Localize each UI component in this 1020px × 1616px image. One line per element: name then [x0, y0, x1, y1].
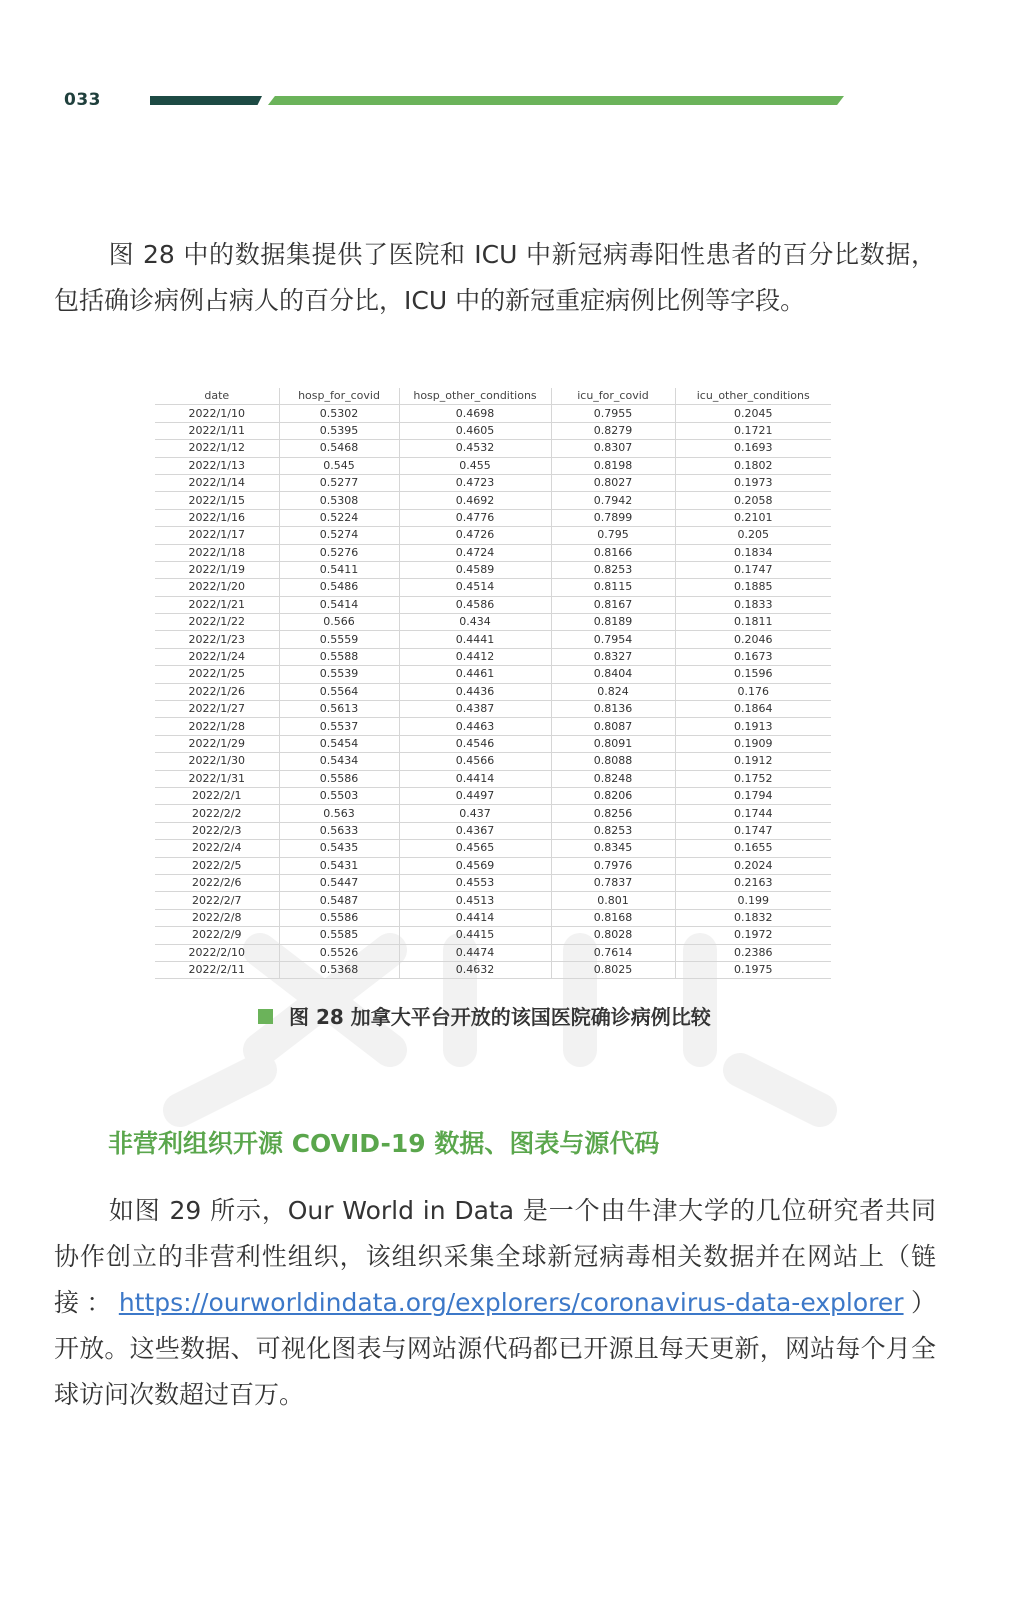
table-cell: 0.4415	[399, 927, 551, 944]
table-cell: 0.2101	[675, 509, 831, 526]
table-row	[155, 683, 831, 700]
table-cell: 0.7954	[551, 631, 675, 648]
table-cell: 0.1744	[675, 805, 831, 822]
page-number: 033	[64, 90, 101, 110]
table-row	[155, 805, 831, 822]
table-cell: 0.4514	[399, 579, 551, 596]
table-row	[155, 840, 831, 857]
table-cell: 0.1811	[675, 614, 831, 631]
table-cell: 2022/2/1	[155, 787, 279, 804]
table-cell: 0.5539	[279, 666, 399, 683]
table-cell: 0.8327	[551, 648, 675, 665]
table-cell: 0.8027	[551, 474, 675, 491]
owid-link[interactable]: https://ourworldindata.org/explorers/coronavirus-data-explorer	[118, 1288, 904, 1317]
table-cell: 0.434	[399, 614, 551, 631]
table-cell: 0.1747	[675, 561, 831, 578]
table-cell: 2022/2/6	[155, 874, 279, 891]
table-cell: 2022/1/13	[155, 457, 279, 474]
table-row	[155, 735, 831, 752]
table-cell: 0.2024	[675, 857, 831, 874]
table-row	[155, 527, 831, 544]
table-cell: 0.5537	[279, 718, 399, 735]
table-row	[155, 927, 831, 944]
table-cell: 0.7976	[551, 857, 675, 874]
table-row	[155, 718, 831, 735]
table-cell: 0.2045	[675, 405, 831, 422]
table-cell: 0.2163	[675, 874, 831, 891]
table-cell: 0.8345	[551, 840, 675, 857]
table-cell: 0.5526	[279, 944, 399, 961]
table-cell: 2022/2/10	[155, 944, 279, 961]
data-table-figure	[155, 388, 831, 979]
table-cell: 0.4586	[399, 596, 551, 613]
table-row	[155, 701, 831, 718]
table-cell: 0.4553	[399, 874, 551, 891]
table-cell: 0.4566	[399, 753, 551, 770]
table-row	[155, 787, 831, 804]
table-cell: 0.8025	[551, 961, 675, 978]
table-row	[155, 579, 831, 596]
column-header: icu_for_covid	[551, 388, 675, 405]
table-cell: 0.4605	[399, 422, 551, 439]
table-cell: 0.1834	[675, 544, 831, 561]
table-cell: 0.8091	[551, 735, 675, 752]
table-cell: 0.1885	[675, 579, 831, 596]
table-row	[155, 492, 831, 509]
table-cell: 0.4569	[399, 857, 551, 874]
table-cell: 0.8028	[551, 927, 675, 944]
table-cell: 0.8404	[551, 666, 675, 683]
table-cell: 0.8206	[551, 787, 675, 804]
table-cell: 0.4723	[399, 474, 551, 491]
table-cell: 2022/1/25	[155, 666, 279, 683]
table-cell: 2022/2/11	[155, 961, 279, 978]
table-cell: 0.1752	[675, 770, 831, 787]
table-cell: 0.2046	[675, 631, 831, 648]
table-cell: 2022/1/22	[155, 614, 279, 631]
table-body	[155, 405, 831, 979]
table-cell: 2022/1/15	[155, 492, 279, 509]
table-cell: 0.455	[399, 457, 551, 474]
table-cell: 0.1673	[675, 648, 831, 665]
table-cell: 0.1832	[675, 909, 831, 926]
table-cell: 2022/1/19	[155, 561, 279, 578]
table-row	[155, 944, 831, 961]
table-cell: 2022/2/9	[155, 927, 279, 944]
table-cell: 0.4565	[399, 840, 551, 857]
table-cell: 0.4412	[399, 648, 551, 665]
table-cell: 0.4513	[399, 892, 551, 909]
table-cell: 0.7837	[551, 874, 675, 891]
column-header: hosp_for_covid	[279, 388, 399, 405]
table-cell: 2022/1/12	[155, 440, 279, 457]
table-cell: 0.801	[551, 892, 675, 909]
table-cell: 0.8307	[551, 440, 675, 457]
table-cell: 0.5468	[279, 440, 399, 457]
table-cell: 0.4632	[399, 961, 551, 978]
table-cell: 0.8166	[551, 544, 675, 561]
table-cell: 2022/1/24	[155, 648, 279, 665]
table-row	[155, 648, 831, 665]
table-cell: 0.5564	[279, 683, 399, 700]
table-cell: 0.5395	[279, 422, 399, 439]
table-row	[155, 614, 831, 631]
table-cell: 0.2058	[675, 492, 831, 509]
table-cell: 0.1864	[675, 701, 831, 718]
table-cell: 2022/1/26	[155, 683, 279, 700]
table-cell: 0.4497	[399, 787, 551, 804]
table-cell: 2022/1/18	[155, 544, 279, 561]
table-cell: 0.4414	[399, 770, 551, 787]
table-cell: 0.4367	[399, 822, 551, 839]
table-row	[155, 544, 831, 561]
table-cell: 2022/2/3	[155, 822, 279, 839]
table-cell: 0.1655	[675, 840, 831, 857]
table-cell: 0.4474	[399, 944, 551, 961]
table-cell: 2022/1/21	[155, 596, 279, 613]
table-cell: 0.5633	[279, 822, 399, 839]
table-cell: 0.8167	[551, 596, 675, 613]
table-cell: 0.8136	[551, 701, 675, 718]
table-cell: 0.5411	[279, 561, 399, 578]
table-cell: 0.5302	[279, 405, 399, 422]
table-cell: 0.8198	[551, 457, 675, 474]
table-cell: 0.5434	[279, 753, 399, 770]
table-cell: 0.4436	[399, 683, 551, 700]
table-cell: 0.4589	[399, 561, 551, 578]
table-row	[155, 874, 831, 891]
table-cell: 0.5487	[279, 892, 399, 909]
table-cell: 0.4441	[399, 631, 551, 648]
table-cell: 0.1693	[675, 440, 831, 457]
header-bar-green	[268, 96, 844, 105]
table-row	[155, 892, 831, 909]
column-header: date	[155, 388, 279, 405]
table-cell: 0.5588	[279, 648, 399, 665]
table-cell: 0.4776	[399, 509, 551, 526]
table-cell: 0.1596	[675, 666, 831, 683]
table-cell: 0.5486	[279, 579, 399, 596]
table-cell: 2022/1/23	[155, 631, 279, 648]
table-cell: 0.437	[399, 805, 551, 822]
table-cell: 0.8088	[551, 753, 675, 770]
table-row	[155, 509, 831, 526]
table-cell: 0.5308	[279, 492, 399, 509]
table-cell: 2022/1/30	[155, 753, 279, 770]
figure-caption	[258, 1001, 711, 1030]
paragraph-owid-after: ）开放。这些数据、可视化图表与网站源代码都已开源且每天更新，网站每个月全球访问次数超过百万。	[54, 1288, 936, 1409]
table-row	[155, 857, 831, 874]
table-row	[155, 822, 831, 839]
table-row	[155, 631, 831, 648]
table-cell: 0.5586	[279, 770, 399, 787]
header-bar-dark	[150, 96, 262, 105]
table-cell: 0.199	[675, 892, 831, 909]
table-row	[155, 770, 831, 787]
table-cell: 0.5447	[279, 874, 399, 891]
table-cell: 0.8253	[551, 561, 675, 578]
table-row	[155, 666, 831, 683]
table-header-row	[155, 388, 831, 405]
table-row	[155, 422, 831, 439]
table-cell: 0.4698	[399, 405, 551, 422]
table-cell: 0.566	[279, 614, 399, 631]
table-cell: 0.8087	[551, 718, 675, 735]
caption-square-icon	[258, 1009, 273, 1024]
table-cell: 0.5586	[279, 909, 399, 926]
table-cell: 0.7614	[551, 944, 675, 961]
table-cell: 0.8253	[551, 822, 675, 839]
hospital-data-table	[155, 388, 831, 979]
table-row	[155, 405, 831, 422]
table-cell: 2022/2/5	[155, 857, 279, 874]
table-row	[155, 474, 831, 491]
table-row	[155, 457, 831, 474]
table-cell: 2022/2/8	[155, 909, 279, 926]
table-cell: 0.5454	[279, 735, 399, 752]
column-header: hosp_other_conditions	[399, 388, 551, 405]
figure-caption-text: 图 28 加拿大平台开放的该国医院确诊病例比较	[289, 1005, 711, 1029]
table-cell: 2022/1/11	[155, 422, 279, 439]
table-cell: 0.4414	[399, 909, 551, 926]
table-cell: 2022/1/29	[155, 735, 279, 752]
table-cell: 0.1833	[675, 596, 831, 613]
paragraph-intro	[54, 232, 936, 324]
table-cell: 0.2386	[675, 944, 831, 961]
table-cell: 0.5414	[279, 596, 399, 613]
table-cell: 2022/1/17	[155, 527, 279, 544]
table-cell: 0.8248	[551, 770, 675, 787]
table-cell: 2022/1/14	[155, 474, 279, 491]
table-cell: 0.4726	[399, 527, 551, 544]
table-cell: 0.1794	[675, 787, 831, 804]
table-cell: 0.4724	[399, 544, 551, 561]
table-row	[155, 440, 831, 457]
table-cell: 0.5435	[279, 840, 399, 857]
table-cell: 0.824	[551, 683, 675, 700]
table-cell: 0.8279	[551, 422, 675, 439]
table-cell: 0.176	[675, 683, 831, 700]
paragraph-owid-before: 如图 29 所示，Our World in Data 是一个由牛津大学的几位研究者共同协作创立的非营利性组织，该组织采集全球新冠病毒相关数据并在网站上（链接：	[54, 1196, 936, 1317]
table-cell: 0.4387	[399, 701, 551, 718]
table-cell: 0.4546	[399, 735, 551, 752]
table-cell: 0.1909	[675, 735, 831, 752]
table-cell: 2022/1/31	[155, 770, 279, 787]
table-cell: 2022/2/4	[155, 840, 279, 857]
table-cell: 0.5431	[279, 857, 399, 874]
table-cell: 2022/1/16	[155, 509, 279, 526]
table-cell: 0.5503	[279, 787, 399, 804]
table-cell: 0.8189	[551, 614, 675, 631]
table-row	[155, 909, 831, 926]
table-cell: 0.7955	[551, 405, 675, 422]
table-cell: 0.795	[551, 527, 675, 544]
table-cell: 2022/1/27	[155, 701, 279, 718]
table-cell: 0.8115	[551, 579, 675, 596]
section-heading: 非营利组织开源 COVID-19 数据、图表与源代码	[108, 1129, 660, 1158]
column-header: icu_other_conditions	[675, 388, 831, 405]
table-cell: 0.4692	[399, 492, 551, 509]
table-cell: 0.1972	[675, 927, 831, 944]
table-cell: 0.1973	[675, 474, 831, 491]
table-cell: 0.545	[279, 457, 399, 474]
table-cell: 0.1721	[675, 422, 831, 439]
table-cell: 2022/1/10	[155, 405, 279, 422]
table-cell: 2022/1/28	[155, 718, 279, 735]
table-cell: 0.5559	[279, 631, 399, 648]
table-cell: 0.4461	[399, 666, 551, 683]
table-cell: 0.8256	[551, 805, 675, 822]
table-cell: 0.7942	[551, 492, 675, 509]
table-cell: 0.1912	[675, 753, 831, 770]
table-cell: 2022/1/20	[155, 579, 279, 596]
table-row	[155, 596, 831, 613]
table-cell: 0.205	[675, 527, 831, 544]
table-cell: 0.5224	[279, 509, 399, 526]
table-cell: 0.5276	[279, 544, 399, 561]
table-cell: 0.1802	[675, 457, 831, 474]
table-cell: 0.1975	[675, 961, 831, 978]
table-cell: 0.8168	[551, 909, 675, 926]
paragraph-intro-text: 图 28 中的数据集提供了医院和 ICU 中新冠病毒阳性患者的百分比数据，包括确诊病例占病人的百分比，ICU 中的新冠重症病例比例等字段。	[54, 240, 936, 315]
table-row	[155, 561, 831, 578]
table-row	[155, 753, 831, 770]
table-row	[155, 961, 831, 978]
table-cell: 0.4532	[399, 440, 551, 457]
table-cell: 0.4463	[399, 718, 551, 735]
table-cell: 0.1913	[675, 718, 831, 735]
table-cell: 0.563	[279, 805, 399, 822]
table-cell: 2022/2/2	[155, 805, 279, 822]
table-cell: 0.5277	[279, 474, 399, 491]
table-cell: 0.5585	[279, 927, 399, 944]
table-cell: 2022/2/7	[155, 892, 279, 909]
table-cell: 0.7899	[551, 509, 675, 526]
table-cell: 0.5368	[279, 961, 399, 978]
table-cell: 0.5274	[279, 527, 399, 544]
table-cell: 0.5613	[279, 701, 399, 718]
table-cell: 0.1747	[675, 822, 831, 839]
paragraph-owid	[54, 1188, 936, 1418]
